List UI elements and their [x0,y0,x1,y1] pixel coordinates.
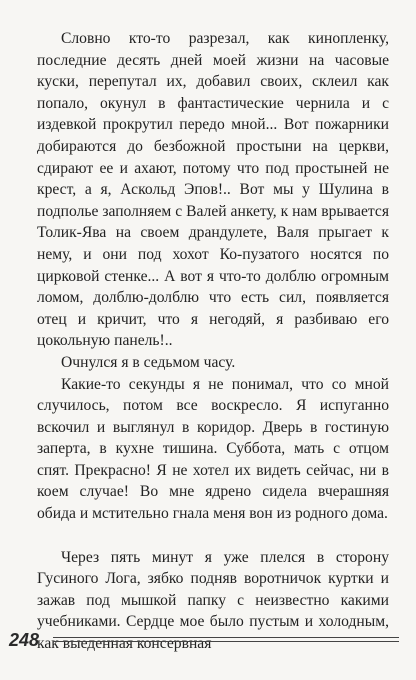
paragraph-4: Через пять минут я уже плелся в сторону Гусиного Лога, зябко подняв воротничок куртки и зажав под мышкой папку с неизвестно какими учебниками. Сердце мое было пустым и холодным, как выеденная консервная [37,548,389,653]
footer-rule-bottom [53,641,399,642]
paragraph-3: Какие-то секунды я не понимал, что со мной случилось, потом все воскресло. Я испуганно вскочил и выглянул в коридор. Дверь в гостиную заперта, в кухне тишина. Суббота, мать с отцом спят. Прекрасно! Я не хотел их видеть сейчас, ни в коем случае! Во мне ядрено сидела вчерашняя обида и мстительно гнала меня вон из родного дома. [37,375,389,523]
page-number: 248 [9,630,40,650]
paragraph-1: Словно кто-то разрезал, как кинопленку, последние десять дней моей жизни на часовые куски, перепутал их, добавил своих, склеил как попало, окунул в фантастические чернила и с издевкой прокрутил передо мной... Вот пожарники добираются до безбожной простыни на церкви, сдирают ее и ахают, потому что под простыней не крест, а я, Аскольд Эпов!.. Вот мы у Шулина в подполье заполняем с Валей анкету, к нам врывается Толик-Ява на своем драндулете, Валя прыгает к нему, и они под хохот Ко-пузатого носятся по цирковой стенке... А вот я что-то долблю огромным ломом, долблю-долблю что есть сил, появляется отец и кричит, что я негодяй, я разбиваю его цокольную панель!.. [37,30,389,350]
page-footer [9,628,399,652]
paragraph-2: Очнулся я в седьмом часу. [61,353,236,371]
body-text [37,28,389,655]
footer-rule-top [53,637,399,638]
